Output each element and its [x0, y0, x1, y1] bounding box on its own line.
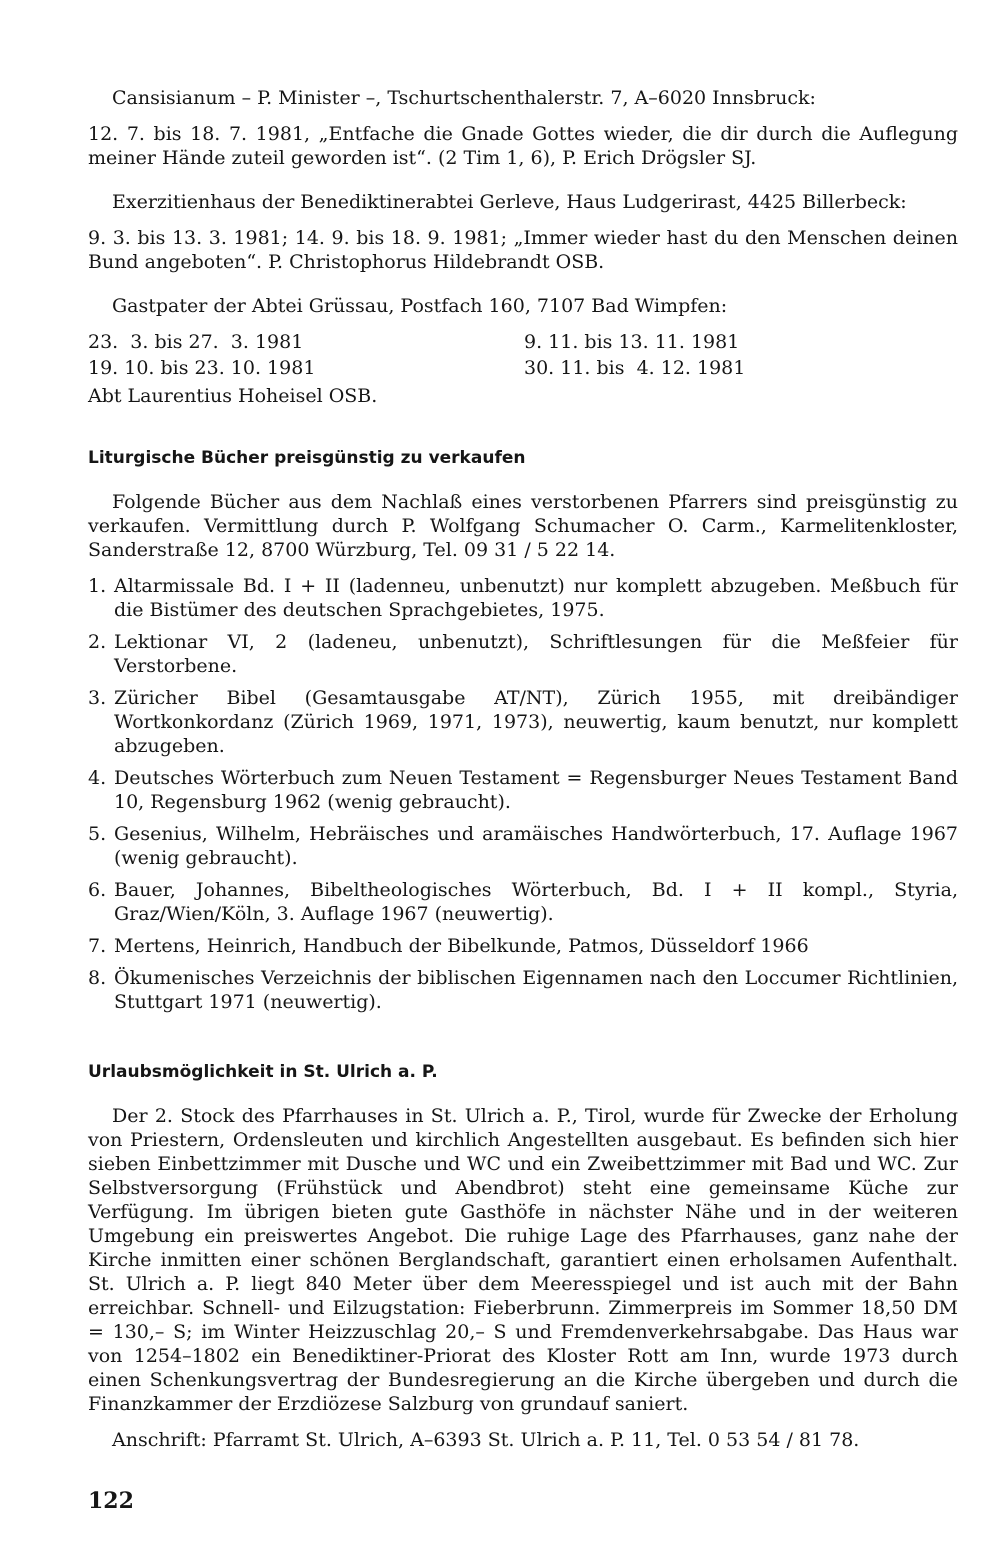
list-item: 5. Gesenius, Wilhelm, Hebräisches und aramäisches Handwörterbuch, 17. Auflage 1967 (wenig gebraucht).	[88, 823, 958, 869]
date-entry: 19. 10. bis 23. 10. 1981	[88, 357, 316, 379]
retreat-entry: 12. 7. bis 18. 7. 1981, „Entfache die Gnade Gottes wieder, die dir durch die Auflegung meiner Hände zuteil geworden ist“. (2 Tim 1, 6), P. Erich Drögsler SJ.	[88, 123, 958, 169]
section-ulrich	[88, 1060, 958, 1452]
list-item: 4. Deutsches Wörterbuch zum Neuen Testament = Regensburger Neues Testament Band 10, Regensburg 1962 (wenig gebraucht).	[88, 767, 958, 813]
section-body: Der 2. Stock des Pfarrhauses in St. Ulrich a. P., Tirol, wurde für Zwecke der Erholung von Priestern, Ordensleuten und kirchlich Angestellten ausgebaut. Es befinden sich hier sieben Einbettzimmer mit Dusche und WC und ein Zweibettzimmer mit Bad und WC. Zur Selbstversorgung (Frühstück und Abendbrot) steht eine gemeinsame Küche zur Verfügung. Im übrigen bieten gute Gasthöfe in nächster Nähe und in der weiteren Umgebung ein preiswertes Angebot. Die ruhige Lage des Pfarrhauses, ganz nahe der Kirche inmitten einer schönen Berglandschaft, garantiert einen erholsamen Aufenthalt. St. Ulrich a. P. liegt 840 Meter über dem Meeresspiegel und ist auch mit der Bahn erreichbar. Schnell- und Eilzugstation: Fieberbrunn. Zimmerpreis im Sommer 18,50 DM = 130,– S; im Winter Heizzuschlag 20,– S und Fremdenverkehrsabgabe. Das Haus war von 1254–1802 ein Benediktiner-Priorat des Kloster Rott am Inn, wurde 1973 durch einen Schenkungsvertrag der Bundesregierung an die Kirche übergeben und durch die Finanzkammer der Erzdiözese Salzburg von grundauf saniert.	[88, 1105, 958, 1415]
section-heading-line: Cansisianum – P. Minister –, Tschurtschenthalerstr. 7, A–6020 Innsbruck:	[112, 87, 816, 109]
date-entry: 23. 3. bis 27. 3. 1981	[88, 331, 304, 353]
list-item: 2. Lektionar VI, 2 (ladeneu, unbenutzt), Schriftlesungen für die Meßfeier für Verstorbene.	[88, 631, 958, 677]
date-entry: 30. 11. bis 4. 12. 1981	[524, 357, 746, 379]
section-title: Liturgische Bücher preisgünstig zu verkaufen	[88, 448, 526, 468]
date-grid	[88, 330, 958, 380]
date-entry: 9. 11. bis 13. 11. 1981	[524, 331, 740, 353]
list-item: 8. Ökumenisches Verzeichnis der biblischen Eigennamen nach den Loccumer Richtlinien, Stuttgart 1971 (neuwertig).	[88, 967, 958, 1013]
section-heading-line: Gastpater der Abtei Grüssau, Postfach 160, 7107 Bad Wimpfen:	[112, 295, 728, 317]
retreat-entry: 9. 3. bis 13. 3. 1981; 14. 9. bis 18. 9. 1981; „Immer wieder hast du den Menschen deinen Bund angeboten“. P. Christophorus Hildebrandt OSB.	[88, 227, 958, 273]
book-list	[88, 574, 958, 1014]
retreat-leader: Abt Laurentius Hoheisel OSB.	[88, 385, 378, 407]
document-page	[88, 86, 958, 1452]
section-grussau	[88, 294, 958, 408]
section-canisianum	[88, 86, 958, 170]
list-item: 1. Altarmissale Bd. I + II (ladenneu, unbenutzt) nur komplett abzugeben. Meßbuch für die Bistümer des deutschen Sprachgebietes, 1975.	[88, 575, 958, 621]
section-gerleve	[88, 190, 958, 274]
list-item: 3. Züricher Bibel (Gesamtausgabe AT/NT), Zürich 1955, mit dreibändiger Wortkonkordanz (Zürich 1969, 1971, 1973), neuwertig, kaum benutzt, nur komplett abzugeben.	[88, 687, 958, 757]
list-item: 6. Bauer, Johannes, Bibeltheologisches Wörterbuch, Bd. I + II kompl., Styria, Graz/Wien/Köln, 3. Auflage 1967 (neuwertig).	[88, 879, 958, 925]
page-number: 122	[88, 1488, 134, 1514]
contact-address: Anschrift: Pfarramt St. Ulrich, A–6393 St. Ulrich a. P. 11, Tel. 0 53 54 / 81 78.	[112, 1429, 860, 1451]
list-item: 7. Mertens, Heinrich, Handbuch der Bibelkunde, Patmos, Düsseldorf 1966	[88, 935, 809, 957]
section-intro: Folgende Bücher aus dem Nachlaß eines verstorbenen Pfarrers sind preisgünstig zu verkaufen. Vermittlung durch P. Wolfgang Schumacher O. Carm., Karmelitenkloster, Sanderstraße 12, 8700 Würzburg, Tel. 09 31 / 5 22 14.	[88, 491, 958, 561]
section-title: Urlaubsmöglichkeit in St. Ulrich a. P.	[88, 1062, 438, 1082]
section-books	[88, 446, 958, 1014]
section-heading-line: Exerzitienhaus der Benediktinerabtei Gerleve, Haus Ludgerirast, 4425 Billerbeck:	[112, 191, 907, 213]
